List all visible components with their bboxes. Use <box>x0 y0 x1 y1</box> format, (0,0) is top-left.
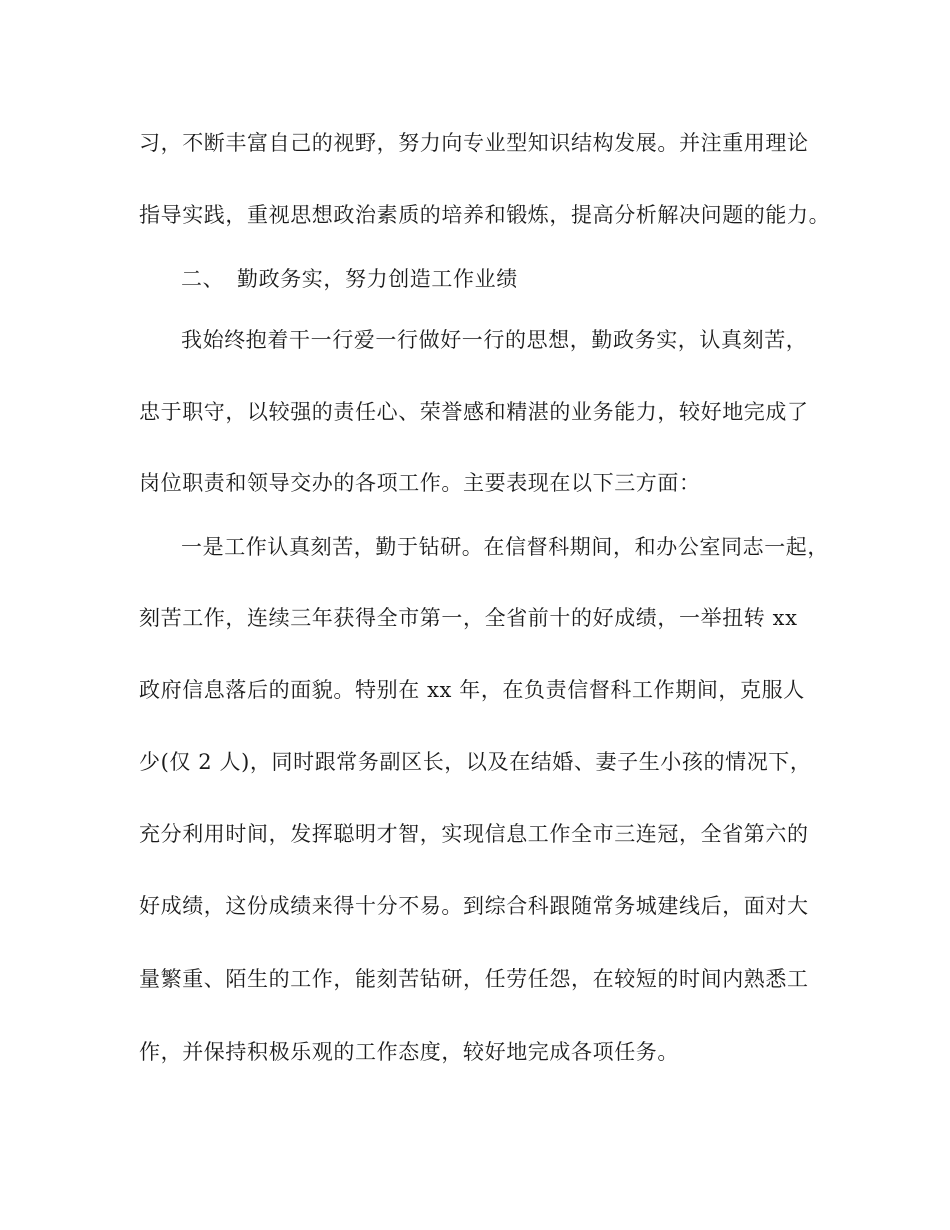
text-line: 好成绩，这份成绩来得十分不易。到综合科跟随常务城建线后，面对大 <box>139 894 809 918</box>
text-line: 作，并保持积极乐观的工作态度，较好地完成各项任务。 <box>139 1040 679 1064</box>
text-line: 指导实践，重视思想政治素质的培养和锻炼，提高分析解决问题的能力。 <box>139 203 831 227</box>
text-line: 充分利用时间，发挥聪明才智，实现信息工作全市三连冠，全省第六的 <box>139 822 809 846</box>
section-heading <box>181 269 518 290</box>
text-line: 少(仅 2 人)，同时跟常务副区长，以及在结婚、妻子生小孩的情况下， <box>139 750 812 774</box>
text-line: 政府信息落后的面貌。特别在 xx 年，在负责信督科工作期间，克服人 <box>139 678 805 702</box>
section-heading-number: 二、 <box>181 267 225 291</box>
text-line: 岗位职责和领导交办的各项工作。主要表现在以下三方面： <box>139 471 701 495</box>
paragraph-first-line: 我始终抱着干一行爱一行做好一行的思想，勤政务实，认真刻苦， <box>181 328 808 352</box>
section-heading-title: 勤政务实，努力创造工作业绩 <box>237 267 518 291</box>
text-line: 忠于职守，以较强的责任心、荣誉感和精湛的业务能力，较好地完成了 <box>139 400 809 424</box>
paragraph-first-line: 一是工作认真刻苦，勤于钻研。在信督科期间，和办公室同志一起， <box>181 535 829 559</box>
text-line: 习，不断丰富自己的视野，努力向专业型知识结构发展。并注重用理论 <box>139 131 809 155</box>
text-line: 量繁重、陌生的工作，能刻苦钻研，任劳任怨，在较短的时间内熟悉工 <box>139 967 809 991</box>
text-line: 刻苦工作，连续三年获得全市第一，全省前十的好成绩，一举扭转 xx <box>139 606 798 630</box>
